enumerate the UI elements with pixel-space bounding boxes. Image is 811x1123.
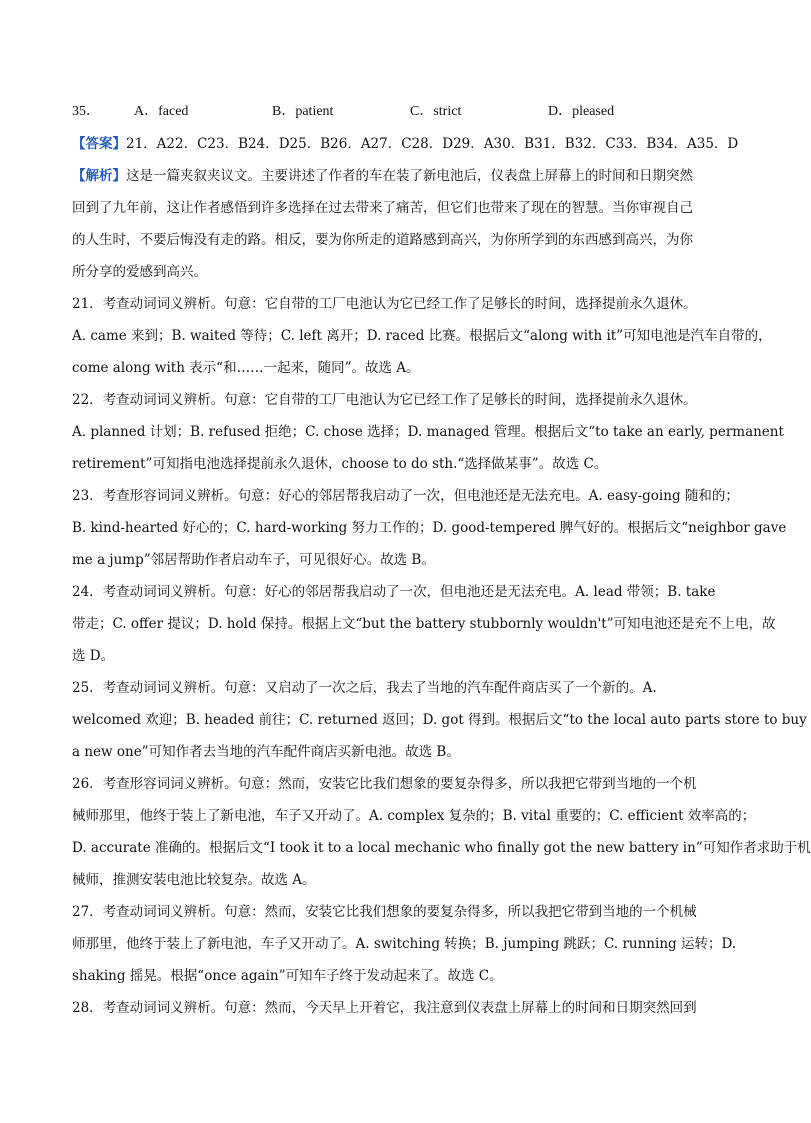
text-line: A. came 来到；B. waited 等待；C. left 离开；D. raced 比赛。根据后文“along with it”可知电池是汽车自带的， [72, 328, 772, 344]
text-line: 的人生时，不要后悔没有走的路。相反，要为你所走的道路感到高兴，为你所学到的东西感到高兴，为你 [72, 232, 693, 248]
text-line: shaking 摇晃。根据“once again”可知车子终于发动起来了。故选 C。 [72, 968, 503, 984]
answer-text: 21．A22．C23．B24．D25．B26．A27．C28．D29．A30．B31．B32．C33．B34．A35．D [126, 136, 739, 152]
text-line: 回到了九年前，这让作者感悟到许多选择在过去带来了痛苦，但它们也带来了现在的智慧。当你审视自己 [72, 200, 693, 216]
text-line: come along with 表示“和……一起来，随同”。故选 A。 [72, 360, 420, 376]
text-line: a new one”可知作者去当地的汽车配件商店买新电池。故选 B。 [72, 744, 460, 760]
text-line: 所分享的爱感到高兴。 [72, 264, 207, 280]
question-number: 35． [72, 104, 100, 119]
text-line: 25．考查动词词义辨析。句意：又启动了一次之后，我去了当地的汽车配件商店买了一个新的。A. [72, 680, 657, 696]
question-35-options [72, 96, 724, 128]
option-c: C．strict [410, 104, 462, 119]
text-line: B. kind-hearted 好心的；C. hard-working 努力工作的；D. good-tempered 脾气好的。根据后文“neighbor gave [72, 520, 787, 536]
text-line: me a jump”邻居帮助作者启动车子，可见很好心。故选 B。 [72, 552, 435, 568]
document-page [72, 96, 811, 1024]
text-line: 22．考查动词词义辨析。句意：它自带的工厂电池认为它已经工作了足够长的时间，选择提前永久退休。 [72, 392, 697, 408]
answer-line [72, 128, 739, 160]
text-line: A. planned 计划；B. refused 拒绝；C. chose 选择；D. managed 管理。根据后文“to take an early, permanent [72, 424, 784, 440]
answer-tag: 【答案】 [72, 136, 126, 152]
option-a: A．faced [134, 104, 189, 119]
text-line: 26．考查形容词词义辨析。句意：然而，安装它比我们想象的要复杂得多，所以我把它带到当地的一个机 [72, 776, 697, 792]
text-line: 械师，推测安装电池比较复杂。故选 A。 [72, 872, 316, 888]
text-line: 27．考查动词词义辨析。句意：然而，安装它比我们想象的要复杂得多，所以我把它带到当地的一个机械 [72, 904, 697, 920]
option-b: B．patient [272, 104, 334, 119]
text-line: 23．考查形容词词义辨析。句意：好心的邻居帮我启动了一次，但电池还是无法充电。A. easy-going 随和的； [72, 488, 739, 504]
option-d: D．pleased [548, 104, 615, 119]
text-line: 24．考查动词词义辨析。句意：好心的邻居帮我启动了一次，但电池还是无法充电。A. lead 带领；B. take [72, 584, 716, 600]
text-line: 带走；C. offer 提议；D. hold 保持。根据上文“but the battery stubbornly wouldn't”可知电池还是充不上电，故 [72, 616, 776, 632]
text-line: 选 D。 [72, 648, 115, 664]
text-line: 师那里，他终于装上了新电池，车子又开动了。A. switching 转换；B. jumping 跳跃；C. running 运转；D. [72, 936, 737, 952]
text-line: D. accurate 准确的。根据后文“I took it to a local mechanic who finally got the new battery in”可知作者求助于机 [72, 840, 811, 856]
analysis-text: 这是一篇夹叙夹议文。主要讲述了作者的车在装了新电池后，仪表盘上屏幕上的时间和日期突然 [126, 168, 693, 184]
analysis-line [72, 160, 724, 192]
text-line: retirement”可知指电池选择提前永久退休，choose to do sth.“选择做某事”。故选 C。 [72, 456, 608, 472]
analysis-tag: 【解析】 [72, 168, 126, 184]
text-line: 21．考查动词词义辨析。句意：它自带的工厂电池认为它已经工作了足够长的时间，选择提前永久退休。 [72, 296, 697, 312]
text-line: 28．考查动词词义辨析。句意：然而，今天早上开着它，我注意到仪表盘上屏幕上的时间和日期突然回到 [72, 1000, 697, 1016]
text-line: 械师那里，他终于装上了新电池，车子又开动了。A. complex 复杂的；B. vital 重要的；C. efficient 效率高的； [72, 808, 756, 824]
text-line: welcomed 欢迎；B. headed 前往；C. returned 返回；D. got 得到。根据后文“to the local auto parts store to buy [72, 712, 807, 728]
